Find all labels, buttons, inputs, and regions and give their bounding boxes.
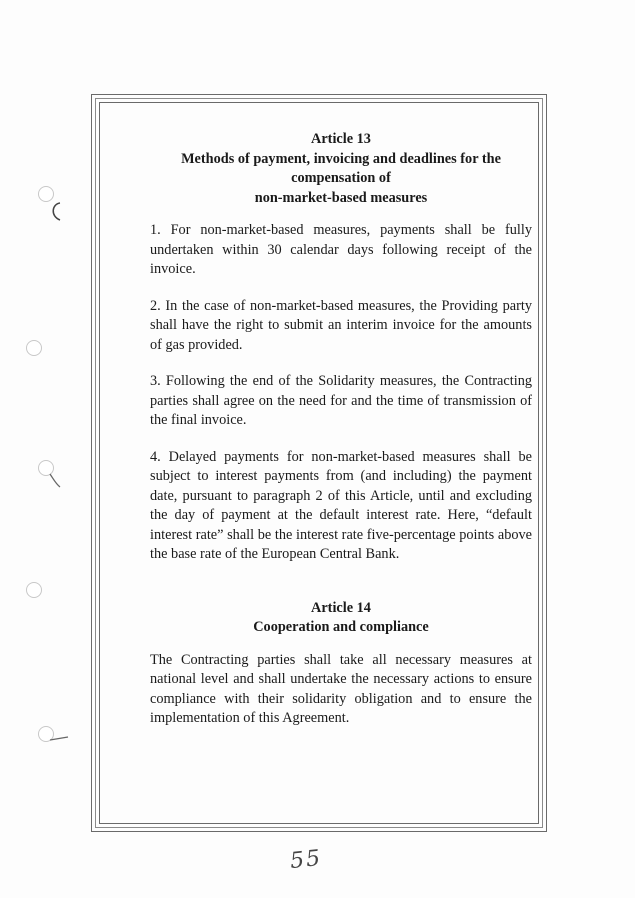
hole-mark-icon: [44, 470, 64, 490]
article-13-heading: [150, 130, 532, 208]
article-13-heading-line: compensation of: [291, 170, 391, 186]
article-14-title: Article 14: [311, 599, 371, 616]
hole-mark-icon: [46, 200, 66, 224]
document-body: [150, 130, 532, 729]
punch-hole: [26, 582, 42, 598]
article-13-paragraph-1: 1. For non-market-based measures, payments shall be fully undertaken within 30 calendar days following receipt of the invoice.: [150, 222, 532, 277]
article-14-paragraph: The Contracting parties shall take all necessary measures at national level and shall undertake the necessary actions to ensure compliance with their solidarity obligation and to ensure the implementation of this Agreement.: [150, 651, 532, 726]
punch-hole: [26, 340, 42, 356]
article-13-paragraph-4: 4. Delayed payments for non-market-based measures shall be subject to interest payments from (and including) the payment date, pursuant to paragraph 2 of this Article, until and excluding the day of payment at the default interest rate. Here, “default interest rate” shall be the interest rate five-percentage points above the base rate of the European Central Bank.: [150, 448, 532, 562]
article-14-heading: [150, 599, 532, 638]
article-13-paragraph-2: 2. In the case of non-market-based measures, the Providing party shall have the right to submit an interim invoice for the amounts of gas provided.: [150, 297, 532, 353]
article-13-paragraph-3: 3. Following the end of the Solidarity measures, the Contracting parties shall agree on the need for and the time of transmission of the final invoice.: [150, 373, 532, 428]
article-13-heading-line: Methods of payment, invoicing and deadlines for the: [181, 150, 501, 167]
article-14-subtitle: Cooperation and compliance: [253, 619, 429, 635]
handwritten-page-number: 55: [288, 845, 324, 875]
article-13-title: Article 13: [311, 131, 371, 147]
article-13-heading-line: non-market-based measures: [254, 189, 428, 206]
hole-mark-icon: [48, 732, 70, 744]
